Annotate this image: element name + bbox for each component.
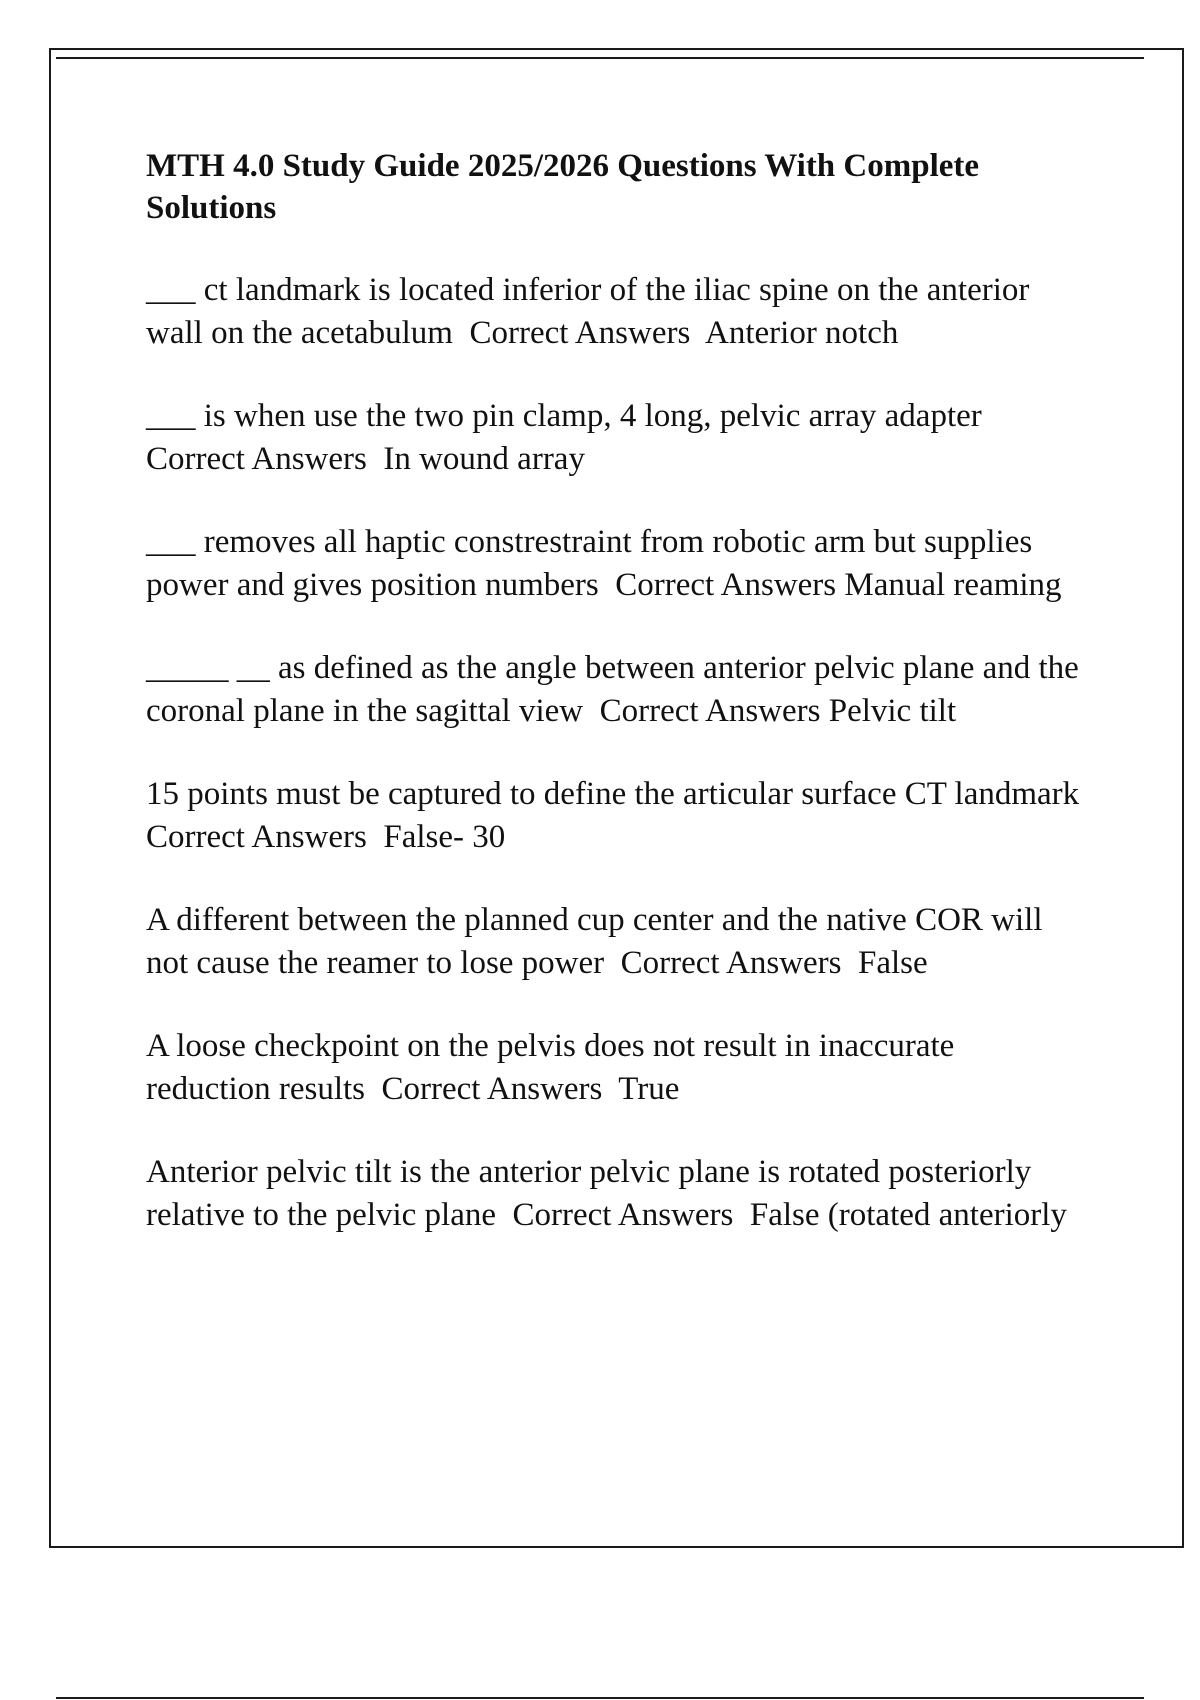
qa-item: _____ __ as defined as the angle between anterior pelvic plane and the coronal plane in the sagittal view Correct Answers Pelvic tilt xyxy=(146,650,1088,729)
qa-item: ___ ct landmark is located inferior of the iliac spine on the anterior wall on the acetabulum Correct Answers Anterior notch xyxy=(146,272,1038,351)
qa-item: A loose checkpoint on the pelvis does not result in inaccurate reduction results Correct Answers True xyxy=(146,1028,963,1107)
document-title: MTH 4.0 Study Guide 2025/2026 Questions With Complete Solutions xyxy=(146,148,980,226)
qa-item: ___ removes all haptic constrestraint from robotic arm but supplies power and gives position numbers Correct Answers Manual reaming xyxy=(146,524,1062,603)
qa-item: Anterior pelvic tilt is the anterior pelvic plane is rotated posteriorly relative to the pelvic plane Correct Answers False (rotated anteriorly xyxy=(146,1154,1067,1233)
bottom-rule xyxy=(56,1697,1144,1699)
qa-item: A different between the planned cup center and the native COR will not cause the reamer to lose power Correct Answers False xyxy=(146,902,1051,981)
qa-item: ___ is when use the two pin clamp, 4 long, pelvic array adapter Correct Answers In wound array xyxy=(146,398,991,477)
top-rule xyxy=(56,57,1144,59)
document-body xyxy=(146,145,1096,1277)
qa-item: 15 points must be captured to define the articular surface CT landmark Correct Answers False- 30 xyxy=(146,776,1096,855)
